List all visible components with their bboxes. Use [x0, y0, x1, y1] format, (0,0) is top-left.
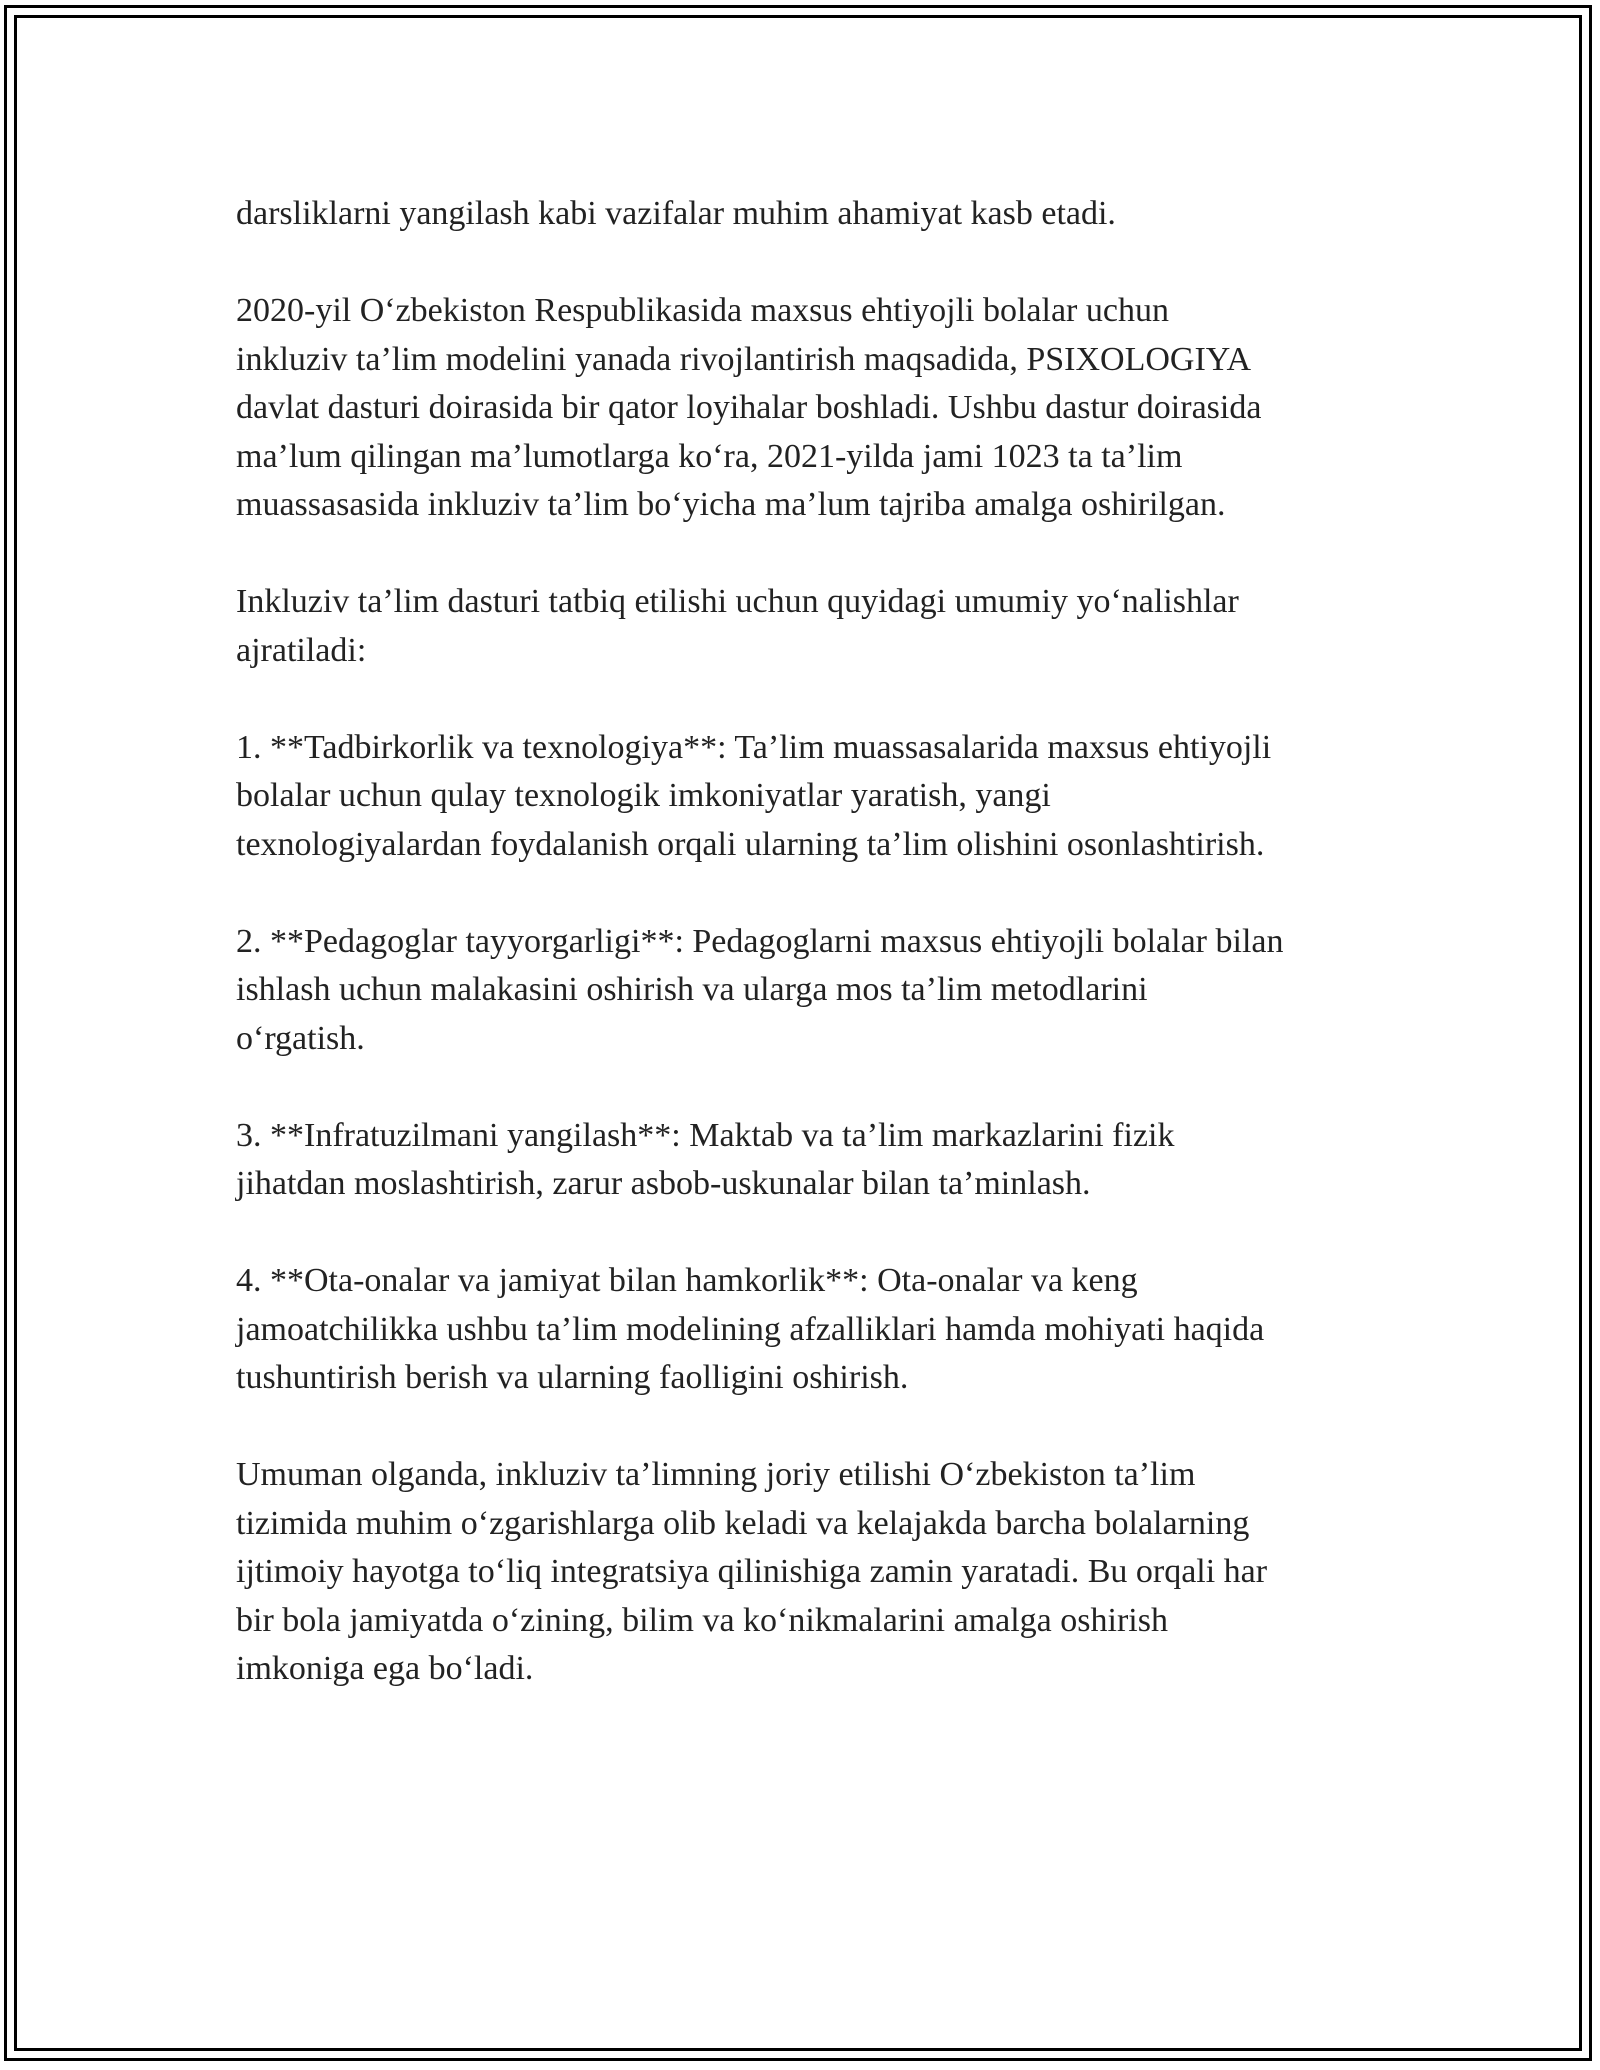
- list-item-teacher-training: 2. **Pedagoglar tayyorgarligi**: Pedagoglarni maxsus ehtiyojli bolalar bilan ishlash uchun malakasini oshirish va ularga mos ta’lim metodlarini o‘rgatish.: [236, 922, 1284, 1057]
- paragraph-directions-intro: Inkluziv ta’lim dasturi tatbiq etilishi uchun quyidagi umumiy yo‘nalishlar ajratiladi:: [236, 583, 1239, 669]
- list-item-technology: 1. **Tadbirkorlik va texnologiya**: Ta’lim muassasalarida maxsus ehtiyojli bolalar uchun qulay texnologik imkoniyatlar yaratish, yangi texnologiyalardan foydalanish orqali ularning ta’lim olishini osonlashtirish.: [236, 728, 1272, 863]
- paragraph-program-2020: 2020-yil O‘zbekiston Respublikasida maxsus ehtiyojli bolalar uchun inkluziv ta’lim modelini yanada rivojlantirish maqsadida, PSIXOLOGIYA davlat dasturi doirasida bir qator loyihalar boshladi. Ushbu dastur doirasida ma’lum qilingan ma’lumotlarga ko‘ra, 2021-yilda jami 1023 ta ta’lim muassasasida inkluziv ta’lim bo‘yicha ma’lum tajriba amalga oshirilgan.: [236, 292, 1262, 523]
- list-item-infrastructure: 3. **Infratuzilmani yangilash**: Maktab va ta’lim markazlarini fizik jihatdan moslashtirish, zarur asbob-uskunalar bilan ta’minlash.: [236, 1116, 1175, 1202]
- document-body: [236, 190, 1396, 1742]
- paragraph-conclusion: Umuman olganda, inkluziv ta’limning joriy etilishi O‘zbekiston ta’lim tizimida muhim o‘zgarishlarga olib keladi va kelajakda barcha bolalarning ijtimoiy hayotga to‘liq integratsiya qilinishiga zamin yaratadi. Bu orqali har bir bola jamiyatda o‘zining, bilim va ko‘nikmalarini amalga oshirish imkoniga ega bo‘ladi.: [236, 1456, 1268, 1687]
- paragraph-intro-fragment: darsliklarni yangilash kabi vazifalar muhim ahamiyat kasb etadi.: [236, 195, 1116, 232]
- list-item-parents-community: 4. **Ota-onalar va jamiyat bilan hamkorlik**: Ota-onalar va keng jamoatchilikka ushbu ta’lim modelining afzalliklari hamda mohiyati haqida tushuntirish berish va ularning faolligini oshirish.: [236, 1262, 1265, 1396]
